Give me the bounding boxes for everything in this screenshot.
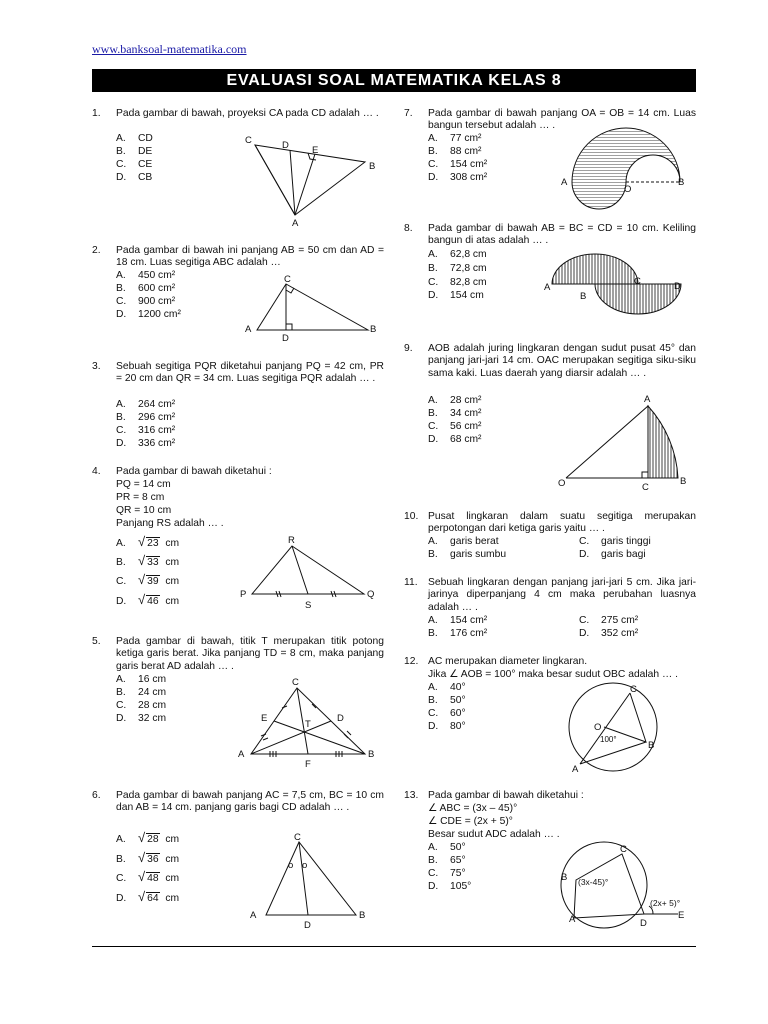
option-c[interactable]: C. CE [116, 159, 153, 170]
figure-q2-right-triangle [240, 272, 385, 342]
label-d: D [674, 281, 681, 292]
label-b: B [678, 177, 685, 188]
option-c[interactable]: C. 56 cm² [428, 421, 482, 432]
label-angle-cde: (2x+ 5)° [650, 898, 681, 908]
question-3 [92, 361, 384, 453]
given-pq: PQ = 14 cm [116, 479, 171, 490]
option-b[interactable]: B. 176 cm² [428, 628, 488, 639]
given-cde: ∠ CDE = (2x + 5)° [428, 816, 513, 827]
question-text: Pada gambar di bawah panjang AC = 7,5 cm, BC = 10 cm dan AB = 14 cm. panjang garis bagi CD adalah … . [116, 790, 384, 814]
option-c[interactable]: C. 900 cm² [116, 296, 176, 307]
question-number: 1. [92, 108, 101, 119]
option-c[interactable]: C. 154 cm² [428, 159, 488, 170]
label-p: P [240, 589, 247, 600]
option-c[interactable]: C. garis tinggi [579, 536, 651, 547]
label-o: O [624, 184, 632, 195]
label-b: B [561, 872, 568, 883]
label-a: A [561, 177, 568, 188]
label-c: C [620, 844, 627, 855]
label-b: B [370, 324, 377, 335]
option-b[interactable]: B. 88 cm² [428, 146, 482, 157]
label-c: C [294, 832, 301, 843]
label-a: A [572, 764, 579, 775]
figure-q4-triangle [240, 534, 380, 614]
question-number: 12. [404, 656, 419, 667]
label-o: O [558, 478, 566, 489]
option-d[interactable]: D. 352 cm² [579, 628, 639, 639]
label-e: E [678, 910, 685, 921]
option-c[interactable]: C. 60° [428, 708, 466, 719]
option-a[interactable]: A. 16 cm [116, 674, 167, 685]
label-a: A [292, 218, 299, 229]
label-f: F [305, 759, 311, 770]
figure-q1-triangle [240, 130, 385, 230]
label-angle-abc: (3x-45)° [578, 877, 609, 887]
question-prompt: Besar sudut ADC adalah … . [428, 829, 560, 840]
label-d: D [282, 333, 289, 344]
label-d: D [640, 918, 647, 929]
option-d[interactable]: D. 336 cm² [116, 438, 176, 449]
option-a[interactable]: A. √ 23 cm [116, 534, 180, 549]
website-url[interactable]: www.banksoal-matematika.com [92, 42, 247, 56]
option-d[interactable]: D. 308 cm² [428, 172, 488, 183]
label-a: A [238, 749, 245, 760]
question-number: 6. [92, 790, 101, 801]
question-text: Pada gambar di bawah diketahui : [116, 466, 272, 477]
label-b: B [369, 161, 376, 172]
option-c[interactable]: C. √ 48 cm [116, 869, 180, 884]
label-c: C [634, 276, 641, 287]
question-text: Pada gambar di bawah, titik T merupakan titik potong ketiga garis berat. Jika panjang TD = 8 cm, maka panjang garis berat AD adalah … . [116, 636, 384, 672]
question-text: Pada gambar di bawah ini panjang AB = 50 cm dan AD = 18 cm. Luas segitiga ABC adalah … [116, 245, 384, 269]
given-qr: QR = 10 cm [116, 505, 172, 516]
label-d: D [282, 140, 289, 151]
option-c[interactable]: C. 82,8 cm [428, 277, 487, 288]
option-b[interactable]: B. garis sumbu [428, 549, 507, 560]
option-c[interactable]: C. 28 cm [116, 700, 167, 711]
option-d[interactable]: D. 32 cm [116, 713, 167, 724]
option-a[interactable]: A. 264 cm² [116, 399, 176, 410]
question-number: 13. [404, 790, 419, 801]
label-c: C [630, 684, 637, 695]
question-number: 10. [404, 511, 419, 522]
question-text: Sebuah lingkaran dengan panjang jari-jari 5 cm. Jika jari-jarinya diperpanjang 4 cm maka perubahan luasnya adalah … . [428, 577, 696, 613]
question-number: 2. [92, 245, 101, 256]
question-10 [404, 511, 696, 563]
label-e: E [261, 713, 268, 724]
label-q: Q [367, 589, 375, 600]
option-d[interactable]: D. garis bagi [579, 549, 646, 560]
figure-q7-semicircles [556, 128, 696, 198]
option-a[interactable]: A. √ 28 cm [116, 830, 180, 845]
figure-q9-sector [556, 392, 696, 492]
option-d[interactable]: D. CB [116, 172, 153, 183]
label-s: S [305, 600, 312, 611]
option-b[interactable]: B. 296 cm² [116, 412, 176, 423]
question-number: 11. [404, 577, 418, 588]
footer-rule [92, 946, 696, 947]
option-d[interactable]: D. 105° [428, 881, 472, 892]
question-text: Sebuah segitiga PQR diketahui panjang PQ = 42 cm, PR = 20 cm dan QR = 34 cm. Luas segitiga PQR adalah … . [116, 361, 384, 385]
figure-q6-bisector [244, 830, 379, 935]
label-d: D [304, 920, 311, 931]
question-11 [404, 577, 696, 642]
option-c[interactable]: C. √ 39 cm [116, 572, 180, 587]
figure-q8-semicircles [540, 244, 690, 304]
label-angle-aob: 100° [600, 735, 617, 744]
question-number: 7. [404, 108, 413, 119]
option-a[interactable]: A. 77 cm² [428, 133, 482, 144]
option-b[interactable]: B. DE [116, 146, 153, 157]
label-a: A [644, 394, 651, 405]
option-d[interactable]: D. √ 46 cm [116, 592, 180, 607]
question-number: 9. [404, 343, 413, 354]
given-abc: ∠ ABC = (3x – 45)° [428, 803, 518, 814]
option-d[interactable]: D. 154 cm [428, 290, 484, 301]
label-b: B [680, 476, 687, 487]
question-number: 8. [404, 223, 413, 234]
question-number: 4. [92, 466, 101, 477]
option-a[interactable]: A. 62,8 cm [428, 249, 487, 260]
question-text: AOB adalah juring lingkaran dengan sudut pusat 45° dan panjang jari-jari 14 cm. OAC merupakan segitiga siku-siku sama kaki. Luas daerah yang diarsir adalah … . [428, 343, 696, 379]
option-b[interactable]: B. √ 36 cm [116, 850, 180, 865]
option-b[interactable]: B. 72,8 cm [428, 263, 487, 274]
question-text: Pada gambar di bawah panjang OA = OB = 14 cm. Luas bangun tersebut adalah … . [428, 108, 696, 132]
question-text: AC merupakan diameter lingkaran. [428, 656, 588, 667]
option-b[interactable]: B. 24 cm [116, 687, 167, 698]
option-c[interactable]: C. 316 cm² [116, 425, 176, 436]
option-a[interactable]: A. 28 cm² [428, 395, 482, 406]
figure-q5-medians [234, 676, 384, 771]
option-d[interactable]: D. 80° [428, 721, 466, 732]
option-d[interactable]: D. √ 64 cm [116, 889, 180, 904]
angle-mark-1: o [288, 860, 294, 871]
label-b: B [580, 291, 587, 302]
figure-q13-cyclic-quadrilateral [560, 840, 696, 932]
label-a: A [250, 910, 257, 921]
given-pr: PR = 8 cm [116, 492, 165, 503]
option-a[interactable]: A. 450 cm² [116, 270, 176, 281]
question-text: Pusat lingkaran dalam suatu segitiga merupakan perpotongan dari ketiga garis yaitu … . [428, 511, 696, 535]
option-d[interactable]: D. 68 cm² [428, 434, 482, 445]
label-c: C [245, 135, 252, 146]
option-a[interactable]: A. 154 cm² [428, 615, 488, 626]
label-o: O [594, 722, 602, 733]
question-text-line2: Jika ∠ AOB = 100° maka besar sudut OBC adalah … . [428, 669, 679, 680]
option-b[interactable]: B. 600 cm² [116, 283, 176, 294]
label-r: R [288, 535, 295, 546]
label-c: C [292, 677, 299, 688]
label-a: A [245, 324, 252, 335]
label-a: A [569, 914, 576, 925]
option-d[interactable]: D. 1200 cm² [116, 309, 181, 320]
question-text: Pada gambar di bawah diketahui : [428, 790, 584, 801]
option-b[interactable]: B. 50° [428, 695, 466, 706]
label-b: B [359, 910, 366, 921]
figure-q12-circle [550, 680, 680, 775]
label-c: C [642, 482, 649, 493]
option-a[interactable]: A. 50° [428, 842, 466, 853]
page-title: EVALUASI SOAL MATEMATIKA KELAS 8 [92, 69, 696, 92]
option-b[interactable]: B. 65° [428, 855, 466, 866]
option-a[interactable]: A. CD [116, 133, 153, 144]
option-c[interactable]: C. 75° [428, 868, 466, 879]
option-a[interactable]: A. garis berat [428, 536, 499, 547]
label-a: A [544, 282, 551, 293]
label-d: D [337, 713, 344, 724]
label-t: T [305, 719, 311, 730]
label-b: B [368, 749, 375, 760]
option-b[interactable]: B. √ 33 cm [116, 553, 180, 568]
option-a[interactable]: A. 40° [428, 682, 466, 693]
question-text: Pada gambar di bawah AB = BC = CD = 10 cm. Keliling bangun di atas adalah … . [428, 223, 696, 247]
label-e: E [312, 145, 319, 156]
question-number: 5. [92, 636, 101, 647]
angle-mark-2: o [302, 860, 308, 871]
label-c: C [284, 274, 291, 285]
label-b: B [648, 740, 655, 751]
question-prompt: Panjang RS adalah … . [116, 518, 224, 529]
question-number: 3. [92, 361, 101, 372]
question-text: Pada gambar di bawah, proyeksi CA pada CD adalah … . [116, 108, 379, 119]
option-c[interactable]: C. 275 cm² [579, 615, 639, 626]
option-b[interactable]: B. 34 cm² [428, 408, 482, 419]
